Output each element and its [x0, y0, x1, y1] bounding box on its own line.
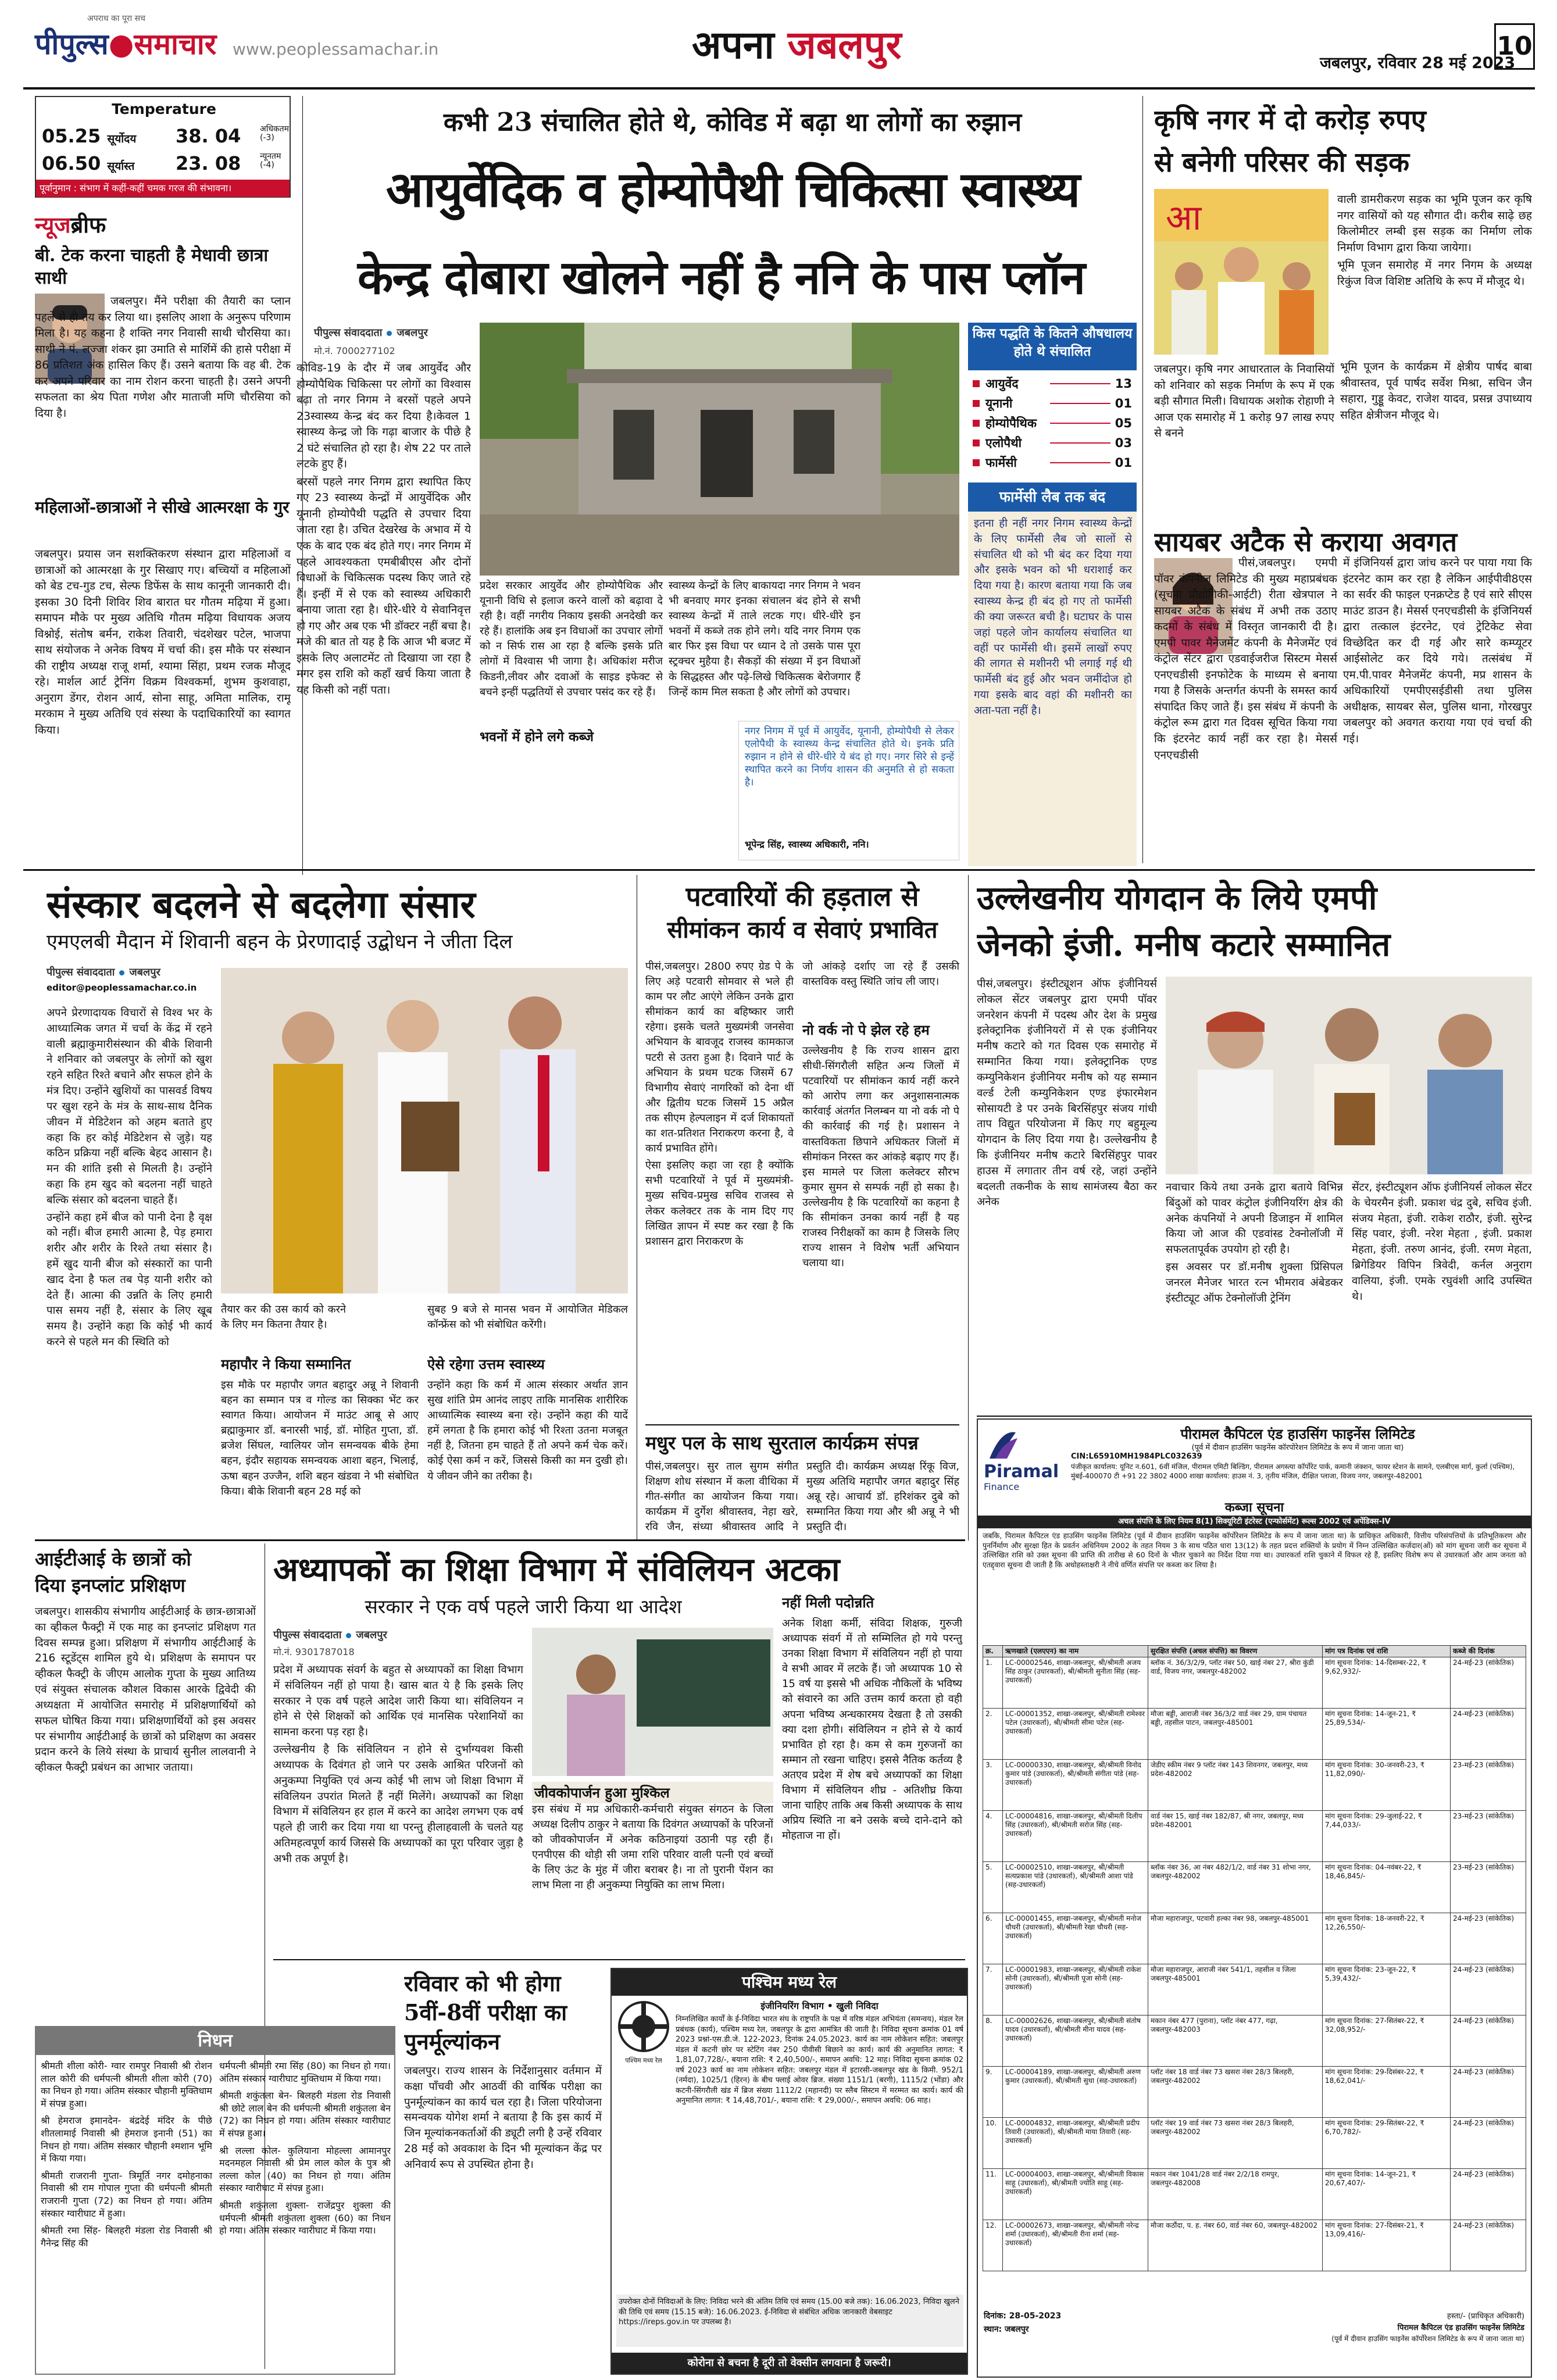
piramal-sign-3: (पूर्व में दीवान हाउसिंग फाइनेंस कॉर्पोरेशन लिमिटेड के रूप में जाना जाता था) — [1331, 2335, 1524, 2343]
table-cell: मांग सूचना दिनांक: 14-जून-21, ₹ 20,67,407/- — [1323, 2169, 1451, 2220]
exam-headline-2: 5वीं-8वीं परीक्षा का — [404, 1999, 567, 2025]
sunset-time: 06.50 — [42, 152, 101, 174]
emp-text-1: पीसं,जबलपुर। इंस्टीट्यूशन ऑफ इंजीनियर्स लोकल सेंटर जबलपुर द्वारा एमपी पॉवर जनरेशन कंपनी में पदस्थ और देश के प्रमुख इलेक्ट्रानिक इंजीनियरों में से एक इंजीनियर मनीष कटारे को गत दिवस एक समारोह में सम्मानित किया गया। इलेक्ट्रानिक एण्ड कम्युनिकेशन इंजीनियर मनीष को यह सम्मान वर्ल्ड टेली कम्युनिकेशन एण्ड इंफारमेशन सोसायटी डे पर उनके बिरसिंहपुर संजय गांधी ताप विद्युत परियोजना में किए गए बहुमूल्य योगदान के लिए दिया गया है। उल्लेखनीय है कि इंजीनियर मनीष कटारे बिरसिंहपुर पावर हाउस में लगातार तीन वर्ष रहे, जहां उन्होंने बदलती तकनीक के साथ सामंजस्य बैठा कर अनेक — [977, 978, 1157, 1209]
nidhan-title: निधन — [36, 2027, 394, 2055]
infobox-row — [968, 453, 1137, 473]
table-cell: 23-मई-23 (सांकेतिक) — [1451, 1811, 1526, 1862]
main-text-col2: प्रदेश सरकार आयुर्वेद और होम्योपैथिक और यूनानी विधि से इलाज करने वालों को बढ़ावा दे रही है। वहीं नगरीय निकाय इसकी अनदेखी कर रहे हैं। हालांकि अब इन विधाओं का उपचार लोगों को न सिर्फ रास आ रहा है बल्कि इसके प्रति लोगों में विश्वास भी जागा है। अधिकांश मरीज किडनी,लीवर और दवाओं के साइड इफेक्ट से बचने इन्हीं पद्धतियों से उपचार पसंद कर रहे हैं। — [480, 580, 663, 698]
infobox-row-leader — [1050, 462, 1110, 463]
main-text-col3: स्वास्थ्य केन्द्रों के लिए बाकायदा नगर निगम ने भवन भी बनवाए मगर इनका संचालन बंद होने से सभी स्वास्थ्य केन्द्रों में ताले लटक गए। धीरे-धीरे इन भवनों में कब्जे तक होने लगे। यदि नगर निगम एक बार फिर इस विधा पर ध्यान दे तो उसके पास पूरा स्ट्रक्चर मुहैया है। सैकड़ों की संख्या में इन विधाओं के सिद्धहस्त और पढ़े-लिखे चिकित्सक बेरोजगार हैं जिन्हें काम मिल सकता है और लोगों को उपचार। — [669, 580, 860, 698]
obituary-item: श्रीमती रमा सिंह- बिलहरी मंडला रोड निवासी श्री गैनेन्द्र सिंह की — [41, 2225, 212, 2249]
piramal-logo — [984, 1427, 1065, 1491]
logo-right: समाचार — [134, 27, 217, 61]
infobox-row-count: 05 — [1115, 416, 1133, 430]
table-row — [983, 2067, 1526, 2118]
table-cell: 24-मई-23 (सांकेतिक) — [1451, 2220, 1526, 2271]
teachers-deck: सरकार ने एक वर्ष पहले जारी किया था आदेश — [365, 1595, 682, 1618]
piramal-title: पीरामल कैपिटल एंड हाउसिंग फाइनेंस लिमिटेड — [1180, 1426, 1415, 1442]
teachers-subhead-1: नहीं मिली पदोन्नति — [782, 1594, 874, 1611]
teachers-subhead-2: जीवकोपार्जन हुआ मुश्किल — [532, 1782, 773, 1803]
table-row — [983, 1709, 1526, 1760]
patwari-subhead: नो वर्क नो पे झेल रहे हम — [802, 1021, 930, 1038]
obituary-item: श्रीमती शीला कोरी- ग्वार रामपुर निवासी श्री रोशन लाल कोरी की धर्मपत्नी श्रीमती शीला कोरी (70) का निधन हो गया। अंतिम संस्कार चौहानी मुक्तिधाम में संपन्न हुआ। — [41, 2060, 212, 2109]
bullet-icon — [346, 1633, 351, 1638]
krishi-text-3: भूमि पूजन के कार्यक्रम में क्षेत्रीय पार्षद बाबा श्रीवास्तव, पूर्व पार्षद सर्वेश मिश्रा, सचिन जैन सहारा, गुड्डू केवट, राजेश यादव, प्रसन्न उपाध्याय सहित क्षेत्रीजन मौजूद थे। — [1340, 360, 1532, 421]
iti-headline-1: आईटीआई के छात्रों को — [35, 1548, 191, 1570]
iti-text: जबलपुर। शासकीय संभागीय आईटीआई के छात्र-छात्राओं का व्हीकल फैक्ट्री में एक माह का इनप्लांट प्रशिक्षण गत दिवस सम्पन्न हुआ। प्रशिक्षण में संभागीय आईटीआई के 216 स्टूडेंट्स शामिल हुये थे। प्रशिक्षण के समापन पर व्हीकल फैक्ट्री के जीएम आलोक गुप्ता के मुख्य आतिथ्य एवं संयुक्त संचालक कौशल विकास आरके द्विवेदी की अध्यक्षता में आयोजित समारोह में प्रशिक्षणार्थियों को सफल घोषित किया गया। प्रशिक्षणार्थियों को इस अवसर पर संभागीय आईटीआई के छात्रों को प्रशिक्षण का अवसर प्रदान करने के लिये संस्था के प्राचार्य सुनील लालवानी ने व्हीकल फैक्ट्री प्रबंधन का आभार जताया। — [35, 1606, 256, 1774]
railway-title: पश्चिम मध्य रेल — [612, 1969, 967, 1996]
teachers-bottom-rule — [273, 1959, 965, 1960]
sunrise-label: सूर्योदय — [107, 133, 137, 145]
sanskar-byline: पीपुल्स संवाददाता जबलपुर — [47, 966, 160, 978]
teachers-photo-icon — [532, 1628, 773, 1776]
railway-logo-icon — [616, 1999, 672, 2054]
emp-text-2: नवाचार किये तथा उनके द्वारा बताये विभिन्न बिंदुओं को पावर कंट्रोल इंजीनियरिंग क्षेत्र की अनेक कंपनियों ने अपनी डिजाइन में शामिल किया जो आज की एडवांस्ड टेक्नोलॉजी में सफलतापूर्वक उपयोग हो रही है। इस अवसर पर डॉ.मनीष शुक्ला प्रिंसिपल जनरल मैनेजर भारत रत्न भीमराव अंबेडकर इंस्टीट्यूट ऑफ टेक्नोलॉजी ट्रेनिंग — [1166, 1181, 1343, 1305]
piramal-cin: CIN:L65910MH1984PLC032639 — [1071, 1452, 1202, 1461]
bullet-icon — [973, 400, 980, 407]
table-cell: LC-00002510, शाखा-जबलपुर, श्री/श्रीमती सत्यप्रकाश पांडे (उधारकर्ता), श्री/श्रीमती आशा पांडे (सह-उधारकर्ता) — [1003, 1862, 1148, 1913]
table-cell: 4. — [983, 1811, 1003, 1862]
table-cell: मकान नंबर 1041/28 वार्ड नंबर 2/2/18 रामपुर, जबलपुर-482008 — [1148, 2169, 1323, 2220]
exam-headline-1: रविवार को भी होगा — [404, 1970, 561, 1996]
krishi-text-2: जबलपुर। कृषि नगर आधारताल के निवासियों को शनिवार को सड़क निर्माण के रूप में एक बड़ी सौगात मिली। विधायक अशोक रोहाणी ने आज एक समारोह में 1 करोड़ 97 लाख रुपए से बनने — [1154, 363, 1334, 440]
piramal-logo-icon — [984, 1427, 1019, 1461]
photo-caption-by: भूपेन्द्र सिंह, स्वास्थ्य अधिकारी, ननि। — [745, 839, 869, 850]
page-number: 10 — [1494, 23, 1535, 70]
photo-caption-box — [738, 721, 959, 860]
sunset-label: सूर्यास्त — [107, 160, 135, 173]
max-temp-label: अधिकतम (-3) — [260, 124, 290, 143]
piramal-date: दिनांक: 28-05-2023 — [984, 2311, 1062, 2321]
table-cell: 24-मई-23 (सांकेतिक) — [1451, 2016, 1526, 2067]
sanskar-text-5: उन्होंने कहा कि कर्म में आत्म संस्कार अर्थात ज्ञान सुख शांति प्रेम आनंद लाइए ताकि मानसिक शारीरिक आध्यात्मिक स्वास्थ्य बना रहे। उन्होंने कहा की यादें हमें लगता है कि हमारा कोई भी रिश्ता उतना मजबूत नहीं है, जितना हम चाहते हैं तो अपने कर्म चेक करें। कोई ऐसा कर्म न करें, जिससे किसी का मन दुखी हो। ये जीवन जीने का तरीका है। — [427, 1379, 628, 1482]
obituary-item: श्री लल्ला कोल- कुलियाना मोहल्ला आमानपुर मदनमहल निवासी श्री प्रेम लाल कोल के पुत्र श्री लल्ला कोल (40) का निधन हो गया। अंतिम संस्कार ग्वारीघाट में संपन्न हुआ। — [219, 2145, 391, 2194]
sunrise — [42, 125, 136, 147]
bullet-icon — [973, 439, 980, 446]
iti-rule — [35, 1539, 965, 1541]
table-cell: 24-मई-23 (सांकेतिक) — [1451, 1964, 1526, 2016]
table-cell: 6. — [983, 1913, 1003, 1964]
patwari-text-1: पीसं,जबलपुर। 2800 रुपए ग्रेड पे के लिए अड़े पटवारी सोमवार से भले ही काम पर लौट आएंगे लेकिन उनके द्वारा सीमांकन कार्य का बहिष्कार जारी रहेगा। इसके चलते मुख्यमंत्री जनसेवा अभियान के बावजूद राजस्व कामकाज पटरी से उतरा हुआ है। दिवाने पार्ट के अभियान के प्रथम घटक जिसमें 67 विभागीय सेवाएं नागरिकों को देना थीं और द्वितीय घटक जिसमें 15 अप्रैल तक सीएम हेल्पलाइन में दर्ज शिकायतों का शत-प्रतिशत निराकरण करना है, वे कार्य प्रभावित होंगे। ऐसा इसलिए कहा जा रहा है क्योंकि सभी पटवारियों ने पूर्व में मुख्यमंत्री-मुख्य सचिव-प्रमुख सचिव राजस्व से लेकर कलेक्टर तक के नाम दिए गए लिखित ज्ञापन में स्पष्ट कर रखा है कि प्रशासन द्वारा निराकरण के — [645, 960, 794, 1248]
patwari-headline-2: सीमांकन कार्य व सेवाएं प्रभावित — [667, 916, 938, 944]
section-title — [692, 17, 902, 70]
sanskar-text-1: अपने प्रेरणादायक विचारों से विश्व भर के आध्यात्मिक जगत में चर्चा के केंद्र में रहने वाली ब्रह्माकुमारीसंस्थान की बीके शिवानी ने शनिवार को जबलपुर के लोगों को खुश रहने सहित रिश्ते बचाने और सफल होने के मंत्र दिए। उन्होंने खुशियों का पासवर्ड विषय पर खुश रहने के मंत्र के साथ-साथ दैनिक जीवन में मेडिटेशन को अहम बताते हुए कहा कि हर कोई मेडिटेशन से जुड़े। यह कठिन प्रक्रिया नहीं बल्कि बेहद आसान है। मन की शांति इसी से मिलती है। उन्होंने कहा कि हम खुद को बदलना नहीं चाहते बल्कि संसार को बदलना चाहते हैं। उन्होंने कहा हमें बीज को पानी देना है वृक्ष को नहीं। बीज हमारी आत्मा है, पेड़ हमारा शरीर और शरीर के रिश्ते तथा संसार है। हमें खुद यानी बीज को संस्कारों का पानी खाद देना है फल तब पेड़ यानी शरीर को देते हैं। आत्मा की उन्नति के लिए हमारी पास समय नहीं है, संसार के लिए खूब समय है। उन्होंने कहा कि कोई भी कार्य करने से पहले मन की स्थिति को — [47, 1007, 212, 1349]
infobox-row-leader — [1050, 442, 1110, 444]
table-cell: मौजा कठौंदा, प. ह. नंबर 60, वार्ड नंबर 60, जबलपुर-482002 — [1148, 2220, 1323, 2271]
table-cell: 5. — [983, 1862, 1003, 1913]
table-header-cell: कब्जे की दिनांक — [1451, 1646, 1526, 1657]
table-cell: मौजा बड्डी, आराजी नंबर 36/3/2 वार्ड नंबर 29, ग्राम पंचायत बड्डी, तहसील पाटन, जबलपुर-485001 — [1148, 1709, 1323, 1760]
emp-headline-2: जेनको इंजी. मनीष कटारे सम्मानित — [977, 925, 1391, 964]
table-cell: LC-00004832, शाखा-जबलपुर, श्री/श्रीमती प्रदीप तिवारी (उधारकर्ता), श्री/श्रीमती माया तिवारी (सह-उधारकर्ता) — [1003, 2118, 1148, 2169]
table-row — [983, 2169, 1526, 2220]
cyber-text-2: में इंजिनियर्स द्वारा जांच करने पर पाया गया कि इंटरनेट काम कर रहा है लेकिन आईपीवी8एस का सर्वर की फाइल एनक्रप्टेड है एवं सारे सीएस माउंट डाउन है। मेसर्स एनएचडीसी के इंजिनियर्स द्वारा तत्काल इंटरनेट, एवं ट्रेटिकेट सेवा विच्छेदित कर दी गई और सारे कम्प्यूटर आईसोलेट कर दिये गये। तत्संबंध में एम.पी.पावर मैनेजमेंट कंपनी, मप्र शासन के अधिकारियों एमपीएसईडीसी तथा पुलिस अधीक्षक, सायबर सेल, पुलिस थाना, गोरखपुर जबलपुर को अवगत कराया गया एवं चर्चा की गई। — [1343, 556, 1532, 746]
infobox-title: किस पद्धति के कितने औषधालय होते थे संचालित — [968, 323, 1137, 370]
table-header-cell: क्र. — [983, 1646, 1003, 1657]
emp-headline-1: उल्लेखनीय योगदान के लिये एमपी — [977, 879, 1377, 917]
table-cell: मांग सूचना दिनांक: 18-जनवरी-22, ₹ 12,26,550/- — [1323, 1913, 1451, 1964]
max-temp-value: 38. 04 — [176, 125, 241, 147]
piramal-place: स्थान: जबलपुर — [984, 2325, 1029, 2334]
dateline: जबलपुर, रविवार 28 मई 2023 — [1320, 54, 1516, 72]
table-header-cell: ऋणखाते (एलएएन) का नाम — [1003, 1646, 1148, 1657]
table-cell: मौजा महाराजपुर, आराजी नंबर 541/1, तहसील व जिला जबलपुर-485001 — [1148, 1964, 1323, 2016]
patwari-text-2: जो आंकड़े दर्शाए जा रहे हैं उसकी वास्तविक वस्तु स्थिति जांच ली जाए। — [802, 960, 959, 988]
piramal-sign-1: हस्ता/- (प्राधिकृत अधिकारी) — [1447, 2312, 1524, 2321]
obituary-item: धर्मपत्नी श्रीमती रमा सिंह (80) का निधन हो गया। अंतिम संस्कार ग्वारीघाट मुक्तिधाम में किया गया। — [219, 2060, 391, 2084]
main-text-col1: कोविड-19 के दौर में जब आयुर्वेद और होम्योपैथिक चिकित्सा पर लोगों का विश्वास बढ़ा तो नगर निगम ने बरसों पहले अपने 23स्वास्थ्य केन्द्र बंद कर दिया है।केवल 1 स्वास्थ्य केन्द्र जो कि गढ़ा बाजार के पीछे है 2 घंटे संचालित हो रहा है। शेष 22 पर ताले लटके हुए हैं। बरसों पहले नगर निगम द्वारा स्थापित किए गए 23 स्वास्थ्य केन्द्रों में आयुर्वेदिक और यूनानी होम्योपैथी पद्धति से उपचार दिया जाता रहा है। उचित देखरेख के अभाव में ये एक के बाद एक बंद होते गए। नगर निगम में पहले आवश्यकता एमबीबीएस और दोनों विधाओं के चिकित्सक पदस्थ किए जाते रहे हैं। इन्हीं में से एक को स्वास्थ्य अधिकारी बनाया जाता रहा है। धीरे-धीरे ये सेवानिवृत्त हो गए और अब एक भी डॉक्टर नहीं बचा है। मजे की बात तो यह है कि आज भी बजट में इसके लिए अलाटमेंट तो दिखाया जा रहा है मगर इस राशि को कहाँ खर्च किया जाता है यह किसी को नहीं पता। — [297, 362, 471, 696]
table-row — [983, 2118, 1526, 2169]
table-cell: वार्ड नंबर 15, खाई नंबर 182/87, श्री नगर, जबलपुर, मध्य प्रदेश-482001 — [1148, 1811, 1323, 1862]
main-mobile: मो.नं. 7000277102 — [314, 345, 395, 356]
pharmacy-box — [968, 483, 1137, 866]
sanskar-subhead-2: ऐसे रहेगा उत्तम स्वास्थ्य — [427, 1356, 545, 1373]
photo-caption: नगर निगम में पूर्व में आयुर्वेद, यूनानी, होम्योपैथी से लेकर एलोपैथी के स्वास्थ्य केन्द्र संचालित होते थे। इनके प्रति रुझान न होने से धीरे-धीरे ये बंद हो गए। नगर सिरे से इन्हें स्थापित करने का निर्णय शासन की अनुमति से हो सकता है। — [745, 726, 954, 789]
table-cell: 1. — [983, 1657, 1003, 1709]
railway-text: निम्नलिखित कार्यों के ई-निविदा भारत संघ के राष्ट्रपति के पक्ष में वरिष्ठ मंडल अभियंता (समन्वय), मंडल रेल प्रबंधक (कार्य), पश्चिम मध्य रेल, जबलपुर के द्वारा आमंत्रित की जाती है। निविदा सूचना क्रमांक 01 वर्ष 2023 प्रश्नां-एस.डी.जे. 122-2023, दिनांक 24.05.2023. कार्य का नाम लोकेशन सहित: जबलपुर मंडल में कटनी छोर पर स्टेटिंग नंबर 250 पीवीसी बिछाने का कार्य। कार्य की अनुमानित लागत: ₹ 1,81,07,728/-, बयाना राशि: ₹ 2,40,500/-, समापन अवधि: 12 माह। निविदा सूचना क्रमांक 02 वर्ष 2023 कार्य का नाम लोकेशन सहित: जबलपुर मंडल में इटारसी-जबलपुर खंड के किमी. 952/1 (नर्मदा), 1025/1 (हिरन) के बीच फ्लाई ओवर ब्रिज. संख्या 1151/1 (बरगी), 1115/2 (भोंडा) और कटनी-सिंगरौली खंड में ब्रिज संख्या 1112/2 (महानदी) पर स्लैब सिस्टम में मरम्मत का कार्य। कार्य की अनुमानित लागत: ₹ 14,48,701/-, बयाना राशि: ₹ 29,000/-, समापन अवधि: 06 माह। — [676, 2015, 963, 2106]
piramal-table-wrap — [983, 1645, 1526, 2305]
main-kicker: कभी 23 संचालित होते थे, कोविड में बढ़ा था लोगों का रुझान — [443, 108, 1022, 137]
cyber-headline: सायबर अटैक से कराया अवगत — [1154, 526, 1458, 558]
main-headline-1: आयुर्वेदिक व होम्योपैथी चिकित्सा स्वास्थ्य — [385, 160, 1080, 218]
piramal-notice-sub: अचल संपत्ति के लिए नियम 8(1) सिक्यूरिटी इंटरेस्ट (एन्फोर्समेंट) रूल्स 2002 एवं अपेंडिक्स-IV — [978, 1516, 1531, 1528]
nidhan-box — [35, 2026, 395, 2375]
main-subhead: भवनों में होने लगे कब्जे — [480, 727, 663, 745]
table-cell: 3. — [983, 1760, 1003, 1811]
table-cell: 23-मई-23 (सांकेतिक) — [1451, 1862, 1526, 1913]
table-cell: LC-00001983, शाखा-जबलपुर, श्री/श्रीमती राकेश सोनी (उधारकर्ता), श्री/श्रीमती पूजा सोनी (सह-उधारकर्ता) — [1003, 1964, 1148, 2016]
section-title-b: जबलपुर — [787, 22, 902, 67]
railway-bottom: उपरोक्त दोनों निविदाओं के लिए: निविदा भरने की अंतिम तिथि एवं समय (15.00 बजे तक): 16.06.2023, निविदा खुलने की तिथि एवं समय (15.15 बजे): 16.06.2023. ई-निविदा से संबंधित अधिक जानकारी वेबसाइट https://ireps.gov.in पर उपलब्ध है। — [616, 2295, 963, 2347]
infobox-row-count: 01 — [1115, 396, 1133, 410]
table-cell: LC-00004816, शाखा-जबलपुर, श्री/श्रीमती दिलीप सिंह (उधारकर्ता), श्री/श्रीमती सरोज सिंह (सह-उधारकर्ता) — [1003, 1811, 1148, 1862]
sanskar-text-3: इस मौके पर महापौर जगत बहादुर अन्नू ने शिवानी बहन का सम्मान पत्र व गोल्ड का सिक्का भेंट कर स्वागत किया। आयोजन में माउंट आबू से आए ब्रह्माकुमार डॉ. बनारसी भाई, डॉ. मोहित गुप्ता, डॉ. ब्रजेश सिंघल, ग्वालियर जोन समन्वयक बीके हेमा बहन, इंदौर सहायक समन्वयक आशा बहन, भिलाई, ऊषा बहन उज्जैन, शशि बहन खंडवा ने भी संबोधित किया। बीके शिवानी बहन 28 मई को — [221, 1379, 419, 1498]
infobox — [968, 323, 1137, 477]
sanskar-deck: एमएलबी मैदान में शिवानी बहन के प्रेरणादाई उद्बोधन ने जीता दिल — [47, 930, 513, 953]
sunset — [42, 152, 134, 174]
table-cell: मांग सूचना दिनांक: 29-जुलाई-22, ₹ 7,44,033/- — [1323, 1811, 1451, 1862]
teachers-byline: पीपुल्स संवाददाता जबलपुर — [273, 1629, 387, 1641]
table-cell: 24-मई-23 (सांकेतिक) — [1451, 1709, 1526, 1760]
teachers-text-3: इस संबंध में मप्र अधिकारी-कर्मचारी संयुक्त संगठन के जिला अध्यक्ष दिलीप ठाकुर ने बताया कि दिवंगत अध्यापकों के परिजनों को जीवकोपार्जन में अनेक कठिनाइयां उठानी पड़ रही हैं। एनपीएस की थोड़ी सी जमा राशि परिवार वाली पत्नी एवं बच्चों के लिए ऊंट के मुंह में जीरा बराबर है। ना तो पुरानी पेंशन का लाभ मिला ना ही अनुकम्पा नियुक्ति का लाभ मिला। — [532, 1803, 773, 1892]
table-cell: 8. — [983, 2016, 1003, 2067]
infobox-row-leader — [1050, 423, 1110, 424]
krishi-headline-2: से बनेगी परिसर की सड़क — [1154, 146, 1410, 178]
table-cell: 2. — [983, 1709, 1003, 1760]
bullet-icon — [973, 380, 980, 387]
logo-tag: अपराध का पूरा सच — [87, 14, 145, 23]
krishi-text-1: वाली डामरीकरण सड़क का भूमि पूजन कर कृषि नगर वासियों को यह सौगात दी। करीब साढ़े छह किलोमीटर लम्बी इस सड़क का निर्माण लोक निर्माण विभाग द्वारा किया जायेगा। भूमि पूजन समारोह में नगर निगम के अध्यक्ष रिकुंज विज विशिष्ट अतिथि के रूप में मौजूद थे। — [1337, 193, 1532, 288]
table-header-cell: मांग पत्र दिनांक एवं राशि — [1323, 1646, 1451, 1657]
brief2-title: महिलाओं-छात्राओं ने सीखे आत्मरक्षा के गुर — [35, 498, 290, 517]
railway-logo — [616, 1999, 672, 2054]
table-cell: 24-मई-23 (सांकेतिक) — [1451, 2067, 1526, 2118]
table-cell: मौजा महाराजपुर, पटवारी हल्का नंबर 98, जबलपुर-485001 — [1148, 1913, 1323, 1964]
table-header-cell: सुरक्षित संपत्ति (अचल संपत्ति) का विवरण — [1148, 1646, 1323, 1657]
table-cell: LC-00000330, शाखा-जबलपुर, श्री/श्रीमती विनोद कुमार पांडे (उधारकर्ता), श्री/श्रीमती संगीता पांडे (सह-उधारकर्ता) — [1003, 1760, 1148, 1811]
table-cell: मांग सूचना दिनांक: 27-सितंबर-22, ₹ 32,08,952/- — [1323, 2016, 1451, 2067]
table-cell: ब्लॉक नंबर 36, आ नंबर 482/1/2, वार्ड नंबर 31 शोभा नगर, जबलपुर-482002 — [1148, 1862, 1323, 1913]
exam-headline-3: पुनर्मूल्यांकन — [404, 2028, 500, 2054]
table-cell: LC-00004189, शाखा-जबलपुर, श्री/श्रीमती अरुण कुमार (उधारकर्ता), श्री/श्रीमती सुधा (सह-उधारकर्ता) — [1003, 2067, 1148, 2118]
table-cell: LC-00002626, शाखा-जबलपुर, श्री/श्रीमती संतोष यादव (उधारकर्ता), श्री/श्रीमती मीना यादव (सह-उधारकर्ता) — [1003, 2016, 1148, 2067]
nidhan-left — [41, 2060, 212, 2371]
min-temp-value: 23. 08 — [176, 152, 241, 174]
news-brief-label: न्यूजब्रीफ — [35, 212, 106, 238]
table-cell: LC-00001352, शाखा-जबलपुर, श्री/श्रीमती रामेश्वर पटेल (उधारकर्ता), श्री/श्रीमती सीमा पटेल (सह-उधारकर्ता) — [1003, 1709, 1148, 1760]
table-row — [983, 1811, 1526, 1862]
table-cell: 24-मई-23 (सांकेतिक) — [1451, 1913, 1526, 1964]
piramal-table — [983, 1645, 1526, 2271]
emp-photo — [1166, 977, 1532, 1174]
sanskar-text-2: तैयार कर की उस कार्य को करने के लिए मन कितना तैयार है। — [221, 1303, 346, 1331]
max-temp — [176, 125, 241, 147]
krishi-photo-icon — [1154, 189, 1329, 355]
patwari-text-3: उल्लेखनीय है कि राज्य शासन द्वारा सीधी-सिंगरौली सहित अन्य जिलों में पटवारियों पर सीमांकन कार्य नहीं करने को आरोप लगा कर अनुशासनात्मक कार्रवाई अंतर्गत निलम्बन या नो वर्क नो पे की कार्रवाई की गई है। प्रशासन ने वास्तविकता छिपाने अधिकतर जिलों में सीमांकन निरस्त कर आंकड़े बढ़ाए गए हैं। इस मामले पर जिला कलेक्टर सौरभ कुमार सुमन से सम्पर्क नहीं हो सका है। उल्लेखनीय है कि पटवारियों का कहना है कि सीमांकन उनका कार्य नहीं है यह राजस्व निरीक्षकों का काम है जिसके लिए राज्य शासन ने विशेष भर्ती अभियान चलाया था। — [802, 1045, 959, 1270]
table-cell: ब्लॉक नं. 36/3/2/9, प्लॉट नंबर 50, खाई नंबर 27, श्रीरा कुंडी वार्ड, विजय नगर, जबलपुर-482002 — [1148, 1657, 1323, 1709]
infobox-row-count: 13 — [1115, 377, 1133, 391]
table-cell: 7. — [983, 1964, 1003, 2016]
railway-logo-caption: पश्चिम मध्य रेल — [625, 2057, 662, 2064]
table-row — [983, 1760, 1526, 1811]
table-cell: 11. — [983, 2169, 1003, 2220]
railway-footer: कोरोना से बचना है दूरी तो वेक्सीन लगवाना है जरूरी। — [612, 2353, 967, 2374]
table-cell: मांग सूचना दिनांक: 14-जून-21, ₹ 25,89,534/- — [1323, 1709, 1451, 1760]
sanskar-text-4: सुबह 9 बजे से मानस भवन में आयोजित मेडिकल कॉन्फ्रेंस को भी संबोधित करेंगी। — [427, 1303, 628, 1331]
min-temp — [176, 152, 241, 174]
piramal-brand: Piramal — [984, 1461, 1059, 1482]
infobox-row-name: फार्मेसी — [985, 456, 1017, 470]
piramal-ad — [977, 1418, 1532, 2378]
infobox-row-name: होम्योपैथिक — [985, 416, 1037, 430]
infobox-row-name: यूनानी — [985, 396, 1013, 410]
krishi-photo — [1154, 189, 1329, 355]
divider-piramal-top — [977, 1416, 1532, 1417]
piramal-brand-sub: Finance — [984, 1481, 1020, 1492]
iti-headline-2: दिया इनप्लांट प्रशिक्षण — [35, 1574, 185, 1596]
piramal-table-header — [983, 1646, 1526, 1657]
emp-text-3: सेंटर, इंस्टीट्यूशन ऑफ इंजीनियर्स लोकल सेंटर के चेयरमैन इंजी. प्रकाश चंद्र दुबे, सचिव इंजी. संजय मेहता, इंजी. राकेश राठौर, इंजी. सुरेन्द्र सिंह पवार, इंजी. नरेश मेहता , इंजी. प्रकाश मेहता, इंजी. तरुण आनंद, इंजी. रमण मेहता, ब्रिगेडियर विपिन त्रिवेदी, कर्नल अनुराग वालिया, इंजी. एमके रघुवंशी आदि उपस्थित थे। — [1352, 1181, 1532, 1303]
sanskar-email[interactable]: editor@peoplessamachar.co.in — [47, 982, 197, 993]
table-cell: मांग सूचना दिनांक: 29-सितंबर-22, ₹ 6,70,782/- — [1323, 2118, 1451, 2169]
table-cell: 24-मई-23 (सांकेतिक) — [1451, 1657, 1526, 1709]
min-temp-label: न्यूनतम (-4) — [260, 152, 281, 170]
sanskar-photo — [221, 968, 628, 1293]
obituary-item: श्रीमती राजरानी गुप्ता- त्रिमूर्ति नगर दमोहनाका निवासी श्री राम गोपाल गुप्ता की धर्मपत्नी श्रीमती राजरानी गुप्ता (72) का निधन हो गया। अंतिम संस्कार ग्वारीघाट में हुआ। — [41, 2170, 212, 2219]
table-cell: 10. — [983, 2118, 1003, 2169]
section-title-a: अपना — [692, 22, 774, 67]
krishi-banner-text: आ — [1166, 198, 1202, 238]
infobox-row — [968, 413, 1137, 433]
table-cell: मकान नंबर 477 (पुराना), प्लॉट नंबर 477, गढ़ा, जबलपुर-482003 — [1148, 2016, 1323, 2067]
brief1-text: जबलपुर। मैंने परीक्षा की तैयारी का प्लान पहले से ही तय कर लिया था। इसलिए आशा के अनुरूप परिणाम मिला है। यह कहना है शक्ति नगर निवासी साथी चौरसिया का। साथी ने पं. लज्जा शंकर झा उमाति से मार्शिमें की हासे परीक्षा में 86 प्रतिशत अंक हासिल किए हैं। उसने बताया कि वह बी. टेक कर अपने परिवार का नाम रोशन करना चाहती है। उसने अपनी सफलता का श्रेय पिता गणेश और माताजी मणि चौरसिया को दिया है। — [35, 295, 291, 420]
bullet-icon — [387, 331, 392, 336]
building-photo — [480, 323, 959, 576]
piramal-intro: जबकि, पिरामल कैपिटल एंड हाउसिंग फाइनेंस लिमिटेड (पूर्व में दीवान हाउसिंग फाइनेंस कॉर्पोरेशन लिमिटेड के रूप में जाना जाता था) के प्राधिकृत अधिकारी, वित्तीय परिसंपत्तियों के प्रतिभूतिकरण और पुनर्निर्माण और सुरक्षा हित के प्रवर्तन अधिनियम 2002 के तहत नियम 3 के साथ पठित धारा 13(12) के तहत प्रदत्त शक्तियों के प्रयोग में निम्न उल्लिखित कर्जदार(ओं) को मांग सूचना जारी कर सूचना में उल्लिखित राशि को उक्त सूचना की प्राप्ति की तारीख से 60 दिनों के भीतर चुकाने का निर्देश दिया गया था। उधारकर्ता राशि चुकाने में विफल रहे हैं, इसलिए विशेष रूप से उधारकर्ता और आम जनता को एतद्द्वारा सूचना दी जाती है कि अधोहस्ताक्षरी ने नीचे वर्णित संपत्ति पर कब्जा कर लिया है। — [983, 1531, 1526, 1569]
table-cell: मांग सूचना दिनांक: 29-दिसंबर-22, ₹ 18,62,041/- — [1323, 2067, 1451, 2118]
madhur-rule — [645, 1424, 959, 1425]
piramal-subtitle: (पूर्व में दीवान हाउसिंग फाइनेंस कॉरपोरेशन लिमिटेड के रूप में जाना जाता था) — [1191, 1443, 1404, 1452]
obituary-item: श्री हेमराज इमानदेन- बंद्रदेई मंदिर के पीछे शीतलामाई निवासी श्री हेमराज इनानी (51) का निधन हो गया। अंतिम संस्कार चौहानी श्मशान भूमि में किया गया। — [41, 2115, 212, 2164]
weather-box — [35, 96, 291, 198]
infobox-row-leader — [1050, 383, 1110, 384]
brief2-text: जबलपुर। प्रयास जन सशक्तिकरण संस्थान द्वारा महिलाओं व छात्राओं को आत्मरक्षा के गुर सिखाए गए। बच्चियों व महिलाओं को बेड टच-गुड टच, सेल्फ डिफेंस के साथ कानूनी जानकारी दी। इसका 30 दिनी शिविर शिव बारात घर गौतम मढ़िया में हुआ। समापन मौके पर मुख्य अतिथि गौतम मढ़िया विधायक अजय विश्नोई, संतोष बर्मन, राकेश तिवारी, चंदशेखर पटेल, भाजपा साथ संयोजक ने अनेक विषय में चर्चा की। इस मौके पर संस्थान की राष्ट्रीय अध्यक्ष राजू शर्मा, श्यामा सिंहा, प्रथम रजक मौजूद रहे। मार्शल आर्ट ट्रेनिंग विक्रम विश्वकर्मा, शुभम कुशवाहा, अनुराग डेंगर, रोशन आर्य, सोना साहू, अमिता मालिक, रामू मरकाम ने मुख्य अतिथि एवं संस्था के पदाधिकारियों का स्वागत किया। — [35, 548, 291, 737]
table-cell: LC-00002546, शाखा-जबलपुर, श्री/श्रीमती अजय सिंह ठाकुर (उधारकर्ता), श्री/श्रीमती सुनीता सिंह (सह-उधारकर्ता) — [1003, 1657, 1148, 1709]
bullet-icon — [973, 459, 980, 466]
piramal-address: पंजीकृत कार्यालय: यूनिट न.601, 6वीं मंजिल, पीरामल एमिटी बिल्डिंग, पीरामल अगस्त्या कॉर्पोरेट पार्क, कमानी जंक्शन, फायर स्टेशन के सामने, एलबीएस मार्ग, कुर्ला (पश्चिम), मुंबई-400070 टी +91 22 3802 4000 शाखा कार्यालय: हाउस नं. 3, तृतीय मंजिल, दीक्षित प्लाजा, विजय नगर, जबलपुर-482001 — [1071, 1463, 1515, 1480]
table-cell: प्लॉट नंबर 19 वार्ड नंबर 73 खसरा नंबर 28/3 बिलहरी, जबलपुर-482002 — [1148, 2118, 1323, 2169]
divider-v3 — [968, 875, 969, 1541]
infobox-row — [968, 394, 1137, 413]
masthead — [0, 0, 1557, 87]
obituary-item: श्रीमती शकुंतला बेन- बिलहरी मंडला रोड निवासी श्री छोटे लाल बेन की धर्मपत्नी श्रीमती शकुंतला बेन (72) का निधन हो गया। अंतिम संस्कार ग्वारीघाट में संपन्न हुआ। — [219, 2090, 391, 2139]
infobox-row-name: एलोपैथी — [985, 436, 1022, 450]
cyber-text-1: पीसं,जबलपुर। एमपी पॉवर कंपनीज लिमिटेड की मुख्य महाप्रबंधक (सूचना प्रौद्योगिकी-आईटी) रीता खेत्रपाल ने सायबर अटैक के संबंध में अभी तक उठाए कदमों के संबंध में विस्तृत जानकारी दी है। एमपी पावर मैनेजमेंट कंपनी के मैनेजमेंट एवं कंट्रोल सेंटर द्वारा एडवाईजरीज सिस्टम मेसर्स एनएचडीसी इनफोटेक के माध्यम से बनाया गया है जिसके अन्तर्गत कंपनी के समस्त कार्य संपादित किए जाते हैं। इस संबंध में कंपनी के कंट्रोल रूम द्वारा गत दिवस सूचित किया गया कि इंटरनेट कार्य नहीं कर रहा है। मेसर्स एनएचडीसी — [1154, 556, 1337, 762]
teachers-photo — [532, 1628, 773, 1776]
main-byline: पीपुल्स संवाददाता जबलपुर — [314, 327, 428, 339]
railway-ad — [610, 1968, 968, 2375]
teachers-headline: अध्यापकों का शिक्षा विभाग में संविलियन अटका — [273, 1550, 840, 1589]
pharmacy-title: फार्मेसी लैब तक बंद — [968, 483, 1137, 512]
table-cell: प्लॉट नंबर 18 वार्ड नंबर 73 खसरा नंबर 28/3 बिलहरी, जबलपुर-482002 — [1148, 2067, 1323, 2118]
table-cell: 23-मई-23 (सांकेतिक) — [1451, 1760, 1526, 1811]
infobox-row-count: 01 — [1115, 456, 1133, 470]
sanskar-subhead: महापौर ने किया सम्मानित — [221, 1356, 351, 1373]
madhur-headline: मधुर पल के साथ सुरताल कार्यक्रम संपन्न — [645, 1432, 919, 1454]
main-headline-2: केन्द्र दोबारा खोलने नहीं है ननि के पास प्लॉन — [357, 250, 1084, 305]
weather-title: Temperature — [112, 101, 216, 117]
teachers-text-2: अनेक शिक्षा कर्मी, संविदा शिक्षक, गुरुजी अध्यापक संवर्ग में तो सम्मिलित हो गये परन्तु उनका शिक्षा विभाग में संविलियन नहीं हो पाया वे सभी आवर में लटके हैं। जो अध्यापक 10 से 15 वर्ष या इससे भी अधिक नौकिलों के भविष्य को संवारने का अति उत्तम कार्य करता हो वही अपना भविष्य अन्धकारमय देखता है तो उसकी क्या दशा होगी। संविलियन न होने से ये कार्य प्रभावित हो रहा है। कम से कम गुरुजनों का सम्मान तो रखना चाहिए। इससे नैतिक कर्तव्य है अतएव प्रदेश में शेष बचे अध्यापकों का शिक्षा विभाग में संविलियन शीघ्र - अतिशीघ्र किया जाना चाहिए ताकि अब किसी अध्यापक के साथ अप्रिय स्थिति ना बने उसके बच्चे दाने-दाने को मोहताज ना हों। — [782, 1617, 962, 1842]
masthead-rule — [23, 87, 1535, 90]
table-cell: जेडीए स्कीम नंबर 9 प्लॉट नंबर 143 शिवनगर, जबलपुर, मध्य प्रदेश-482002 — [1148, 1760, 1323, 1811]
teachers-mobile: मो.नं. 9301787018 — [273, 1646, 355, 1657]
emp-photo-icon — [1166, 977, 1532, 1174]
sanskar-photo-icon — [221, 968, 628, 1293]
obituary-item: श्रीमती शकुंतला शुक्ला- राजेंद्रपुर शुक्ला की धर्मपत्नी श्रीमती शकुंतला शुक्ला (60) का निधन हो गया। अंतिम संस्कार ग्वारीघाट में किया गया। — [219, 2199, 391, 2236]
table-row — [983, 1657, 1526, 1709]
website-url[interactable]: www.peoplessamachar.in — [233, 40, 439, 59]
table-cell: मांग सूचना दिनांक: 27-दिसंबर-21, ₹ 13,09,416/- — [1323, 2220, 1451, 2271]
sunrise-time: 05.25 — [42, 125, 101, 147]
pharmacy-text: इतना ही नहीं नगर निगम स्वास्थ्य केन्द्रों के लिए फार्मेसी लैब जो सालों से संचालित थी को भी बंद कर दिया गया और इसके भवन को भी धराशाई कर दिया गया है। कारण बताया गया कि जब स्वास्थ्य केन्द्र ही बंद हो गए तो फार्मेसी की क्या जरूरत बची है। घटाघर के पास जहां पहले जोन कार्यालय संचालित था वहीं पर फार्मेसी थी। इसमें लाखों रुपए की लागत से मशीनरी भी लगाई गई थी फार्मेसी बंद हुई और भवन जमींदोज हो गया इसके बाद वहां की मशीनरी का अता-पता नहीं है। — [974, 517, 1132, 717]
exam-text: जबलपुर। राज्य शासन के निर्देशानुसार वर्तमान में कक्षा पाँचवी और आठवीं की वार्षिक परीक्षा का पुनर्मूल्यांकन का कार्य चल रहा है। जिला परियोजना समन्वयक योगेश शर्मा ने बताया है कि इस कार्य में जिन मूल्यांकनकर्ताओं की ड्यूटी लगी है उन्हें रविवार 28 मई को अवकाश के दिन भी मूल्यांकन केंद्र पर अनिवार्य रूप से उपस्थित होना है। — [404, 2065, 602, 2171]
right-col-divider — [1142, 96, 1143, 863]
table-cell: LC-00001455, शाखा-जबलपुर, श्री/श्रीमती मनोज चौधरी (उधारकर्ता), श्री/श्रीमती रेखा चौधरी (सह-उधारकर्ता) — [1003, 1913, 1148, 1964]
piramal-notice-title: कब्जा सूचना — [1224, 1500, 1284, 1515]
piramal-sign-2: पिरामल कैपिटल एंड हाउसिंग फाइनेंस लिमिटेड — [1397, 2324, 1524, 2332]
table-row — [983, 2016, 1526, 2067]
building-photo-icon — [480, 323, 959, 576]
table-cell: मांग सूचना दिनांक: 23-जून-22, ₹ 5,39,432/- — [1323, 1964, 1451, 2016]
brief1-title: बी. टेक करना चाहती है मेधावी छात्रा साथी — [35, 245, 269, 288]
table-cell: 12. — [983, 2220, 1003, 2271]
logo — [35, 23, 216, 63]
infobox-list — [968, 374, 1137, 473]
bullet-icon — [973, 420, 980, 427]
table-cell: मांग सूचना दिनांक: 04-नवंबर-22, ₹ 18,46,845/- — [1323, 1862, 1451, 1913]
table-row — [983, 1964, 1526, 2016]
krishi-headline-1: कृषि नगर में दो करोड़ रुपए — [1154, 104, 1426, 136]
table-cell: मांग सूचना दिनांक: 30-जनवरी-23, ₹ 11,82,090/- — [1323, 1760, 1451, 1811]
madhur-text: पीसं,जबलपुर। सुर ताल सुगम संगीत शिक्षण शोध संस्थान में कला वीथिका में गीत-संगीत का आयोजन किया गया। कार्यक्रम में दुर्गेश श्रीवास्तव, नेहा खरे, रवि जैन, संध्या श्रीवास्तव आदि ने प्रस्तुति दी। कार्यक्रम अध्यक्ष रिंकू विज, मुख्य अतिथि महापौर जगत बहादुर सिंह अन्नू रहे। आचार्य डॉ. हरिशंकर दुबे को सम्मानित किया गया और श्री अन्नू ने भी प्रस्तुति दी। — [645, 1460, 959, 1534]
table-cell: LC-00004003, शाखा-जबलपुर, श्री/श्रीमती विकास साहू (उधारकर्ता), श्री/श्रीमती ज्योति साहू (सह-उधारकर्ता) — [1003, 2169, 1148, 2220]
infobox-row-leader — [1050, 403, 1110, 404]
infobox-row — [968, 433, 1137, 453]
table-cell: 24-मई-23 (सांकेतिक) — [1451, 2169, 1526, 2220]
railway-subtitle: इंजीनियरिंग विभाग • खुली निविदा — [760, 2000, 879, 2011]
patwari-headline-1: पटवारियों की हड़ताल से — [685, 881, 919, 912]
top-section-rule — [23, 869, 1535, 871]
infobox-row-count: 03 — [1115, 436, 1133, 450]
table-cell: LC-00002673, शाखा-जबलपुर, श्री/श्रीमती नरेन्द्र शर्मा (उधारकर्ता), श्री/श्रीमती रीना शर्मा (सह-उधारकर्ता) — [1003, 2220, 1148, 2271]
table-cell: 9. — [983, 2067, 1003, 2118]
nidhan-right — [219, 2060, 391, 2371]
infobox-row-name: आयुर्वेद — [985, 377, 1019, 391]
logo-left: पीपुल्स — [35, 27, 109, 61]
infobox-row — [968, 374, 1137, 394]
table-row — [983, 1862, 1526, 1913]
table-row — [983, 1913, 1526, 1964]
logo-dot-icon: ● — [108, 27, 134, 61]
table-row — [983, 2220, 1526, 2271]
weather-forecast: पूर्वानुमान : संभाग में कहीं-कहीं चमक गरज की संभावना। — [36, 180, 290, 197]
table-cell: 24-मई-23 (सांकेतिक) — [1451, 2118, 1526, 2169]
sanskar-headline: संस्कार बदलने से बदलेगा संसार — [47, 883, 476, 927]
bullet-icon — [119, 970, 124, 975]
teachers-text-1: प्रदेश में अध्यापक संवर्ग के बहुत से अध्यापकों का शिक्षा विभाग में संविलियन नहीं हो पाया है। खास बात ये है कि इसके लिए सरकार ने एक वर्ष पहले आदेश जारी किया था। संविलियन न होने से ऐसे शिक्षकों को आर्थिक एवं मानसिक परेशानियों का सामना करना पड़ रहा है। उल्लेखनीय है कि संविलियन न होने से दुर्भाग्यवश किसी अध्यापक के दिवंगत हो जाने पर उसके आश्रित परिजनों को अनुकम्पा नियुक्ति एवं अन्य कोई भी लाभ जो शिक्षा विभाग में संविलियन उपरांत मिलते हैं नहीं मिलेंगे। अध्यापकों का शिक्षा विभाग में संविलियन हर हाल में करने का आदेश लगभग एक वर्ष पहले ही जारी कर दिया गया था परन्तु हीलाहवाली के चलते यह अतिमहत्वपूर्ण कार्य जिससे कि अध्यापकों का पूरा परिवार जुड़ा है अभी तक अपूर्ण है। — [273, 1664, 523, 1865]
table-cell: मांग सूचना दिनांक: 14-दिसम्बर-22, ₹ 9,62,932/- — [1323, 1657, 1451, 1709]
